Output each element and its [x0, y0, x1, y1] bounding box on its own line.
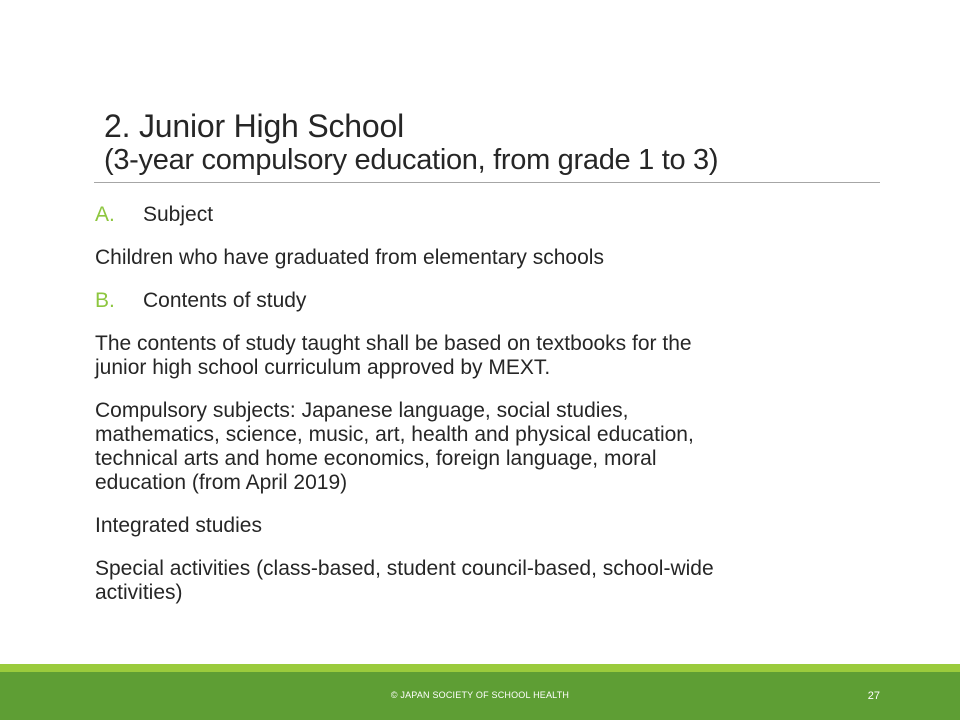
- list-item-contents-of-study: [95, 289, 875, 313]
- title-subtitle: (3-year compulsory education, from grade 1 to 3): [104, 144, 719, 176]
- footer-copyright: © JAPAN SOCIETY OF SCHOOL HEALTH: [390, 690, 570, 700]
- title-main: 2. Junior High School: [104, 108, 404, 144]
- paragraph-integrated-studies: Integrated studies: [95, 514, 262, 537]
- list-item-subject: [95, 203, 875, 227]
- footer-stripe: [0, 664, 960, 672]
- title-divider: [94, 182, 880, 183]
- list-marker-b: B.: [95, 289, 115, 312]
- list-label-contents-of-study: Contents of study: [143, 289, 307, 312]
- paragraph-subject-description: Children who have graduated from elementary schools: [95, 246, 604, 269]
- slide-title: [104, 108, 880, 176]
- paragraph-textbooks: The contents of study taught shall be based on textbooks for the junior high school curriculum approved by MEXT.: [95, 332, 692, 379]
- list-marker-a: A.: [95, 203, 115, 226]
- paragraph-compulsory-subjects: Compulsory subjects: Japanese language, social studies, mathematics, science, music, art, health and physical education, technical arts and home economics, foreign language, moral education (from April 2019): [95, 399, 694, 494]
- paragraph-special-activities: Special activities (class-based, student council-based, school-wide activities): [95, 557, 714, 604]
- list-label-subject: Subject: [143, 203, 214, 226]
- page-number: 27: [867, 690, 880, 702]
- slide-body: [95, 203, 875, 624]
